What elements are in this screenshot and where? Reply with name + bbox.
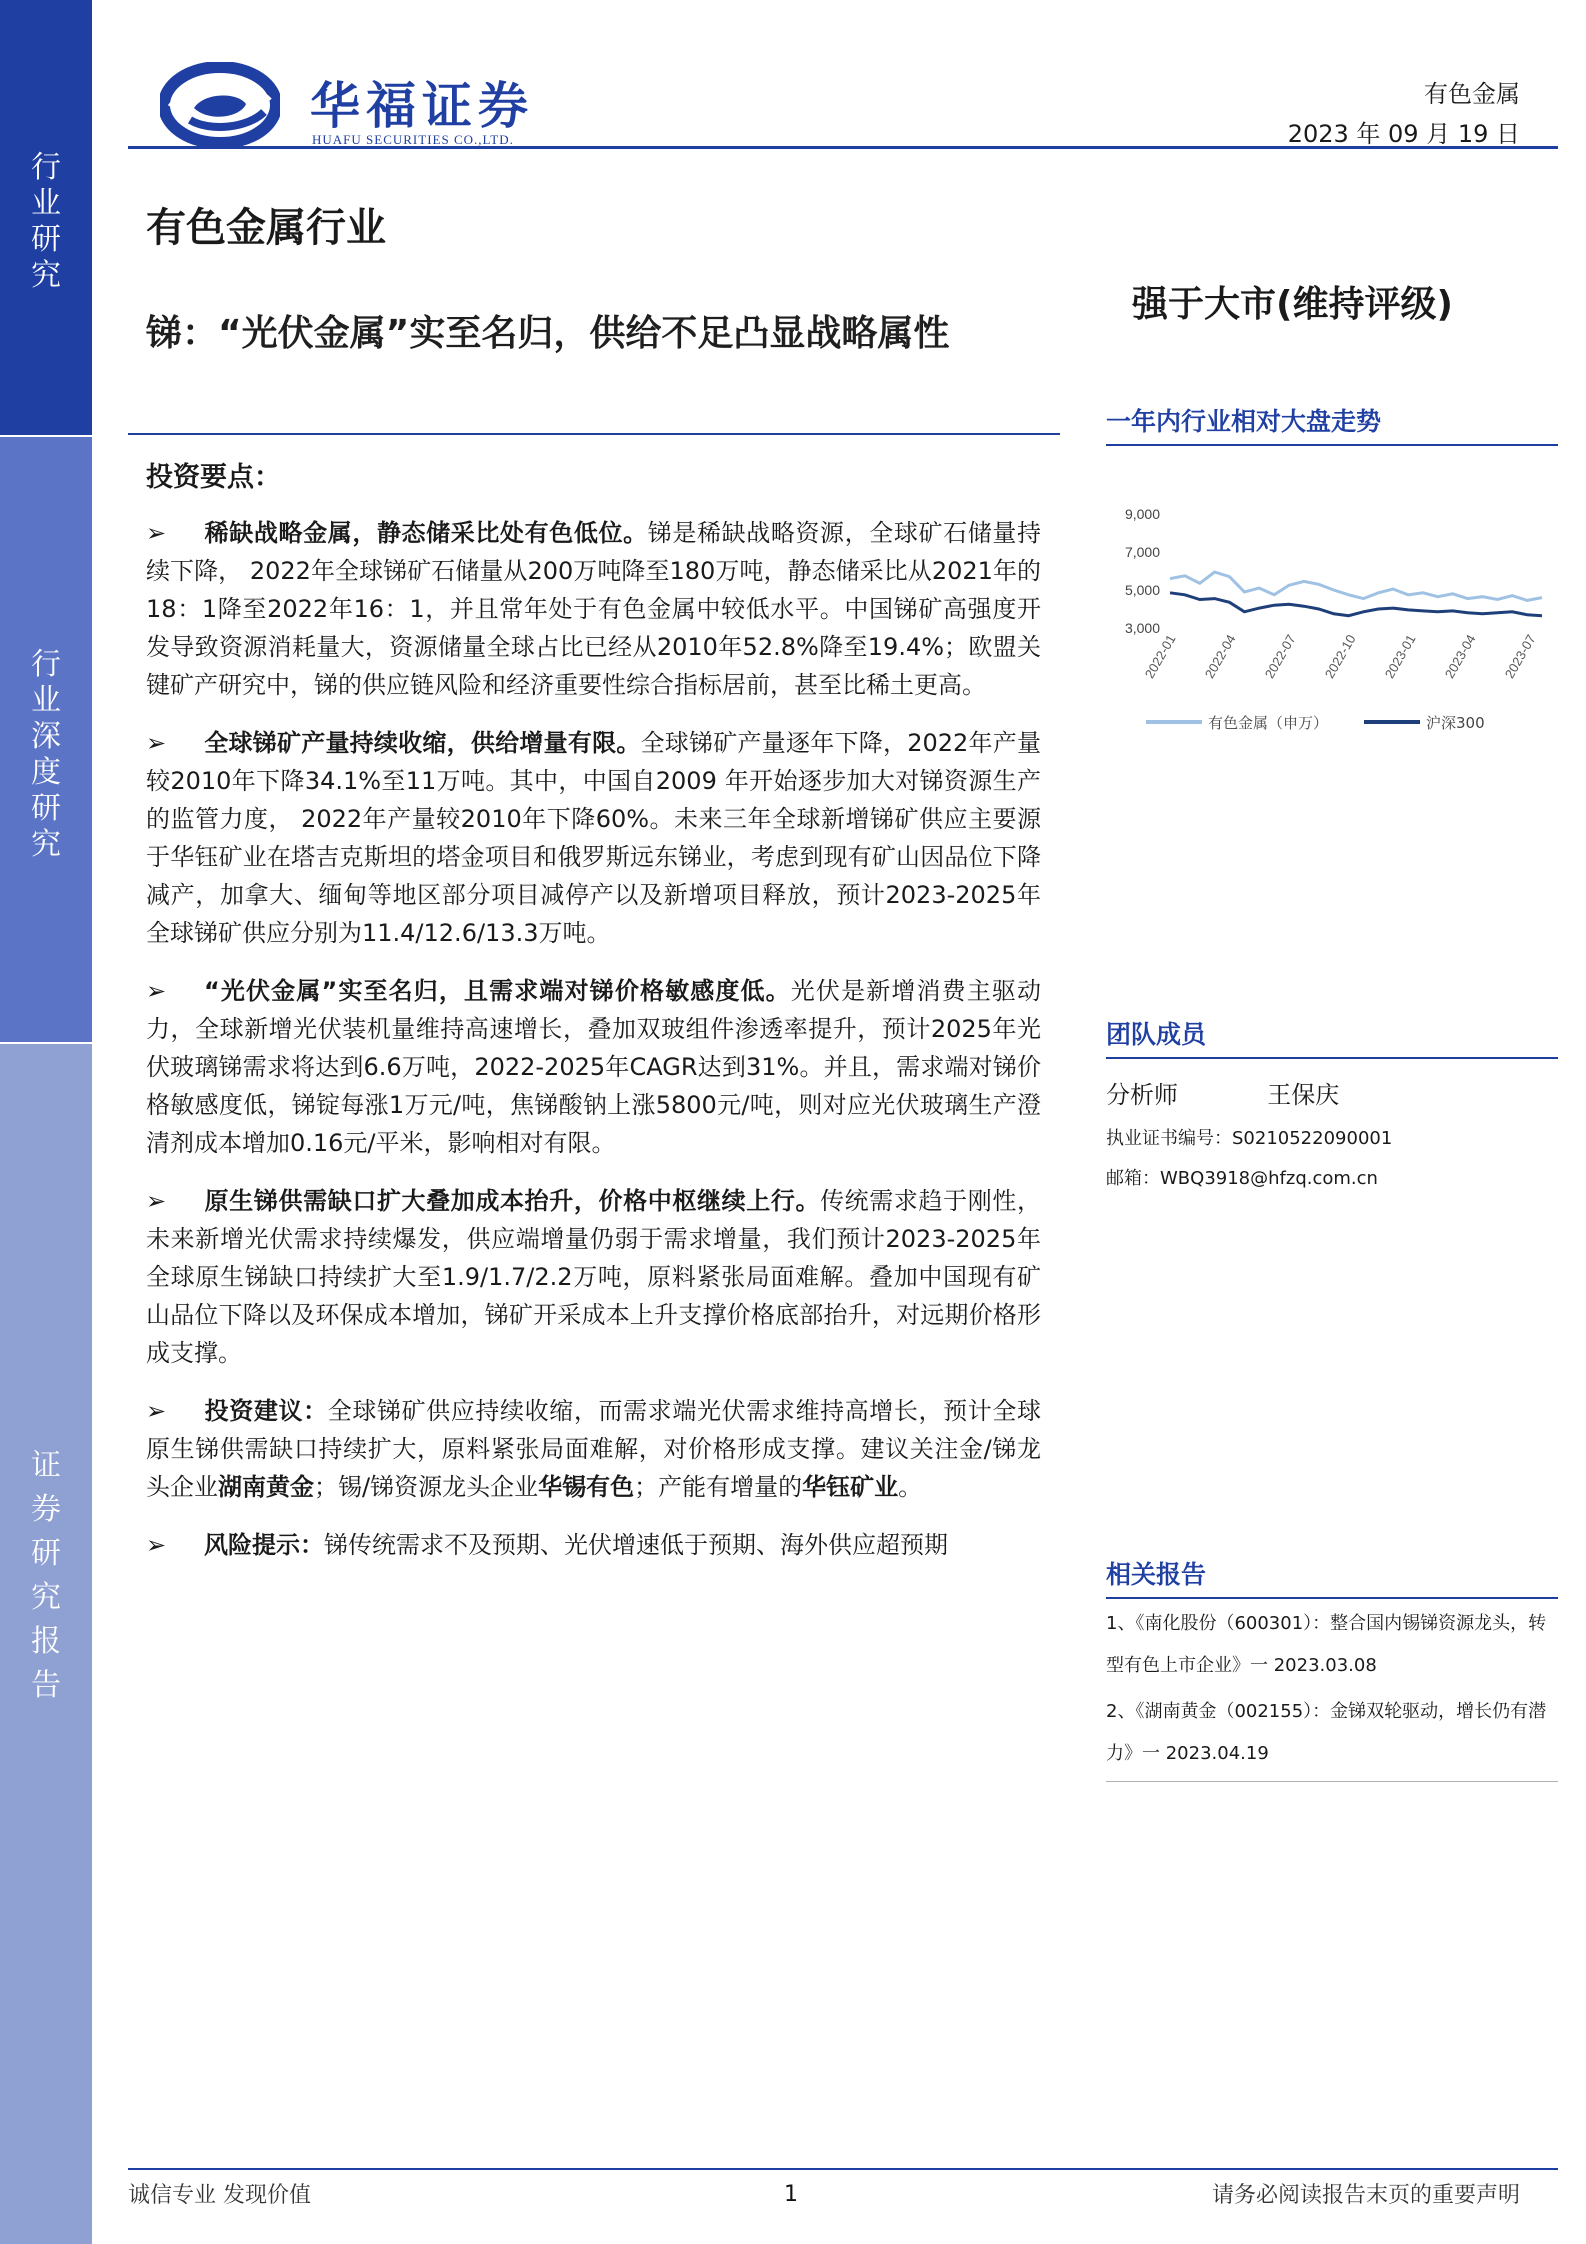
y-tick-label: 9,000 [1124, 506, 1160, 522]
chart-section [1106, 402, 1558, 736]
report-headline: 锑：“光伏金属”实至名归，供给不足凸显战略属性 [146, 313, 950, 354]
risk-warning [146, 1526, 1041, 1564]
header-date: 2023 年 09 月 19 日 [1287, 120, 1520, 148]
footer-slogan: 诚信专业 发现价值 [128, 2183, 311, 2208]
key-point-1 [146, 514, 1041, 704]
logo-mark-icon [160, 62, 280, 148]
sidebar-label-deep-research: 行业深度研究 [31, 647, 61, 862]
series-line-nonferrous [1170, 572, 1542, 600]
sidebar-label-research: 行业研究 [31, 150, 61, 293]
key-point-4-bold: 原生锑供需缺口扩大叠加成本抬升，价格中枢继续上行。 [204, 1187, 821, 1215]
company-logo [160, 58, 580, 158]
bullet-arrow-icon: ➢ [146, 1397, 167, 1425]
related-reports-divider [1106, 1781, 1558, 1782]
bullet-arrow-icon: ➢ [146, 519, 167, 547]
analyst-cert: 执业证书编号：S0210522090001 [1106, 1128, 1393, 1149]
advice-company-2: 华锡有色 [538, 1473, 635, 1501]
chart-svg [1106, 446, 1558, 736]
key-point-4-text: 传统需求趋于刚性，未来新增光伏需求持续爆发，供应端增量仍弱于需求增量，我们预计2023-2025年全球原生锑缺口持续扩大至1.9/1.7/2.2万吨，原料紧张局面难解。叠加中国现有矿山品位下降以及环保成本增加，锑矿开采成本上升支撑价格底部抬升，对远期价格形成支撑。 [146, 1187, 1042, 1367]
bullet-arrow-icon: ➢ [146, 1187, 167, 1215]
logo-name-en: HUAFU SECURITIES CO.,LTD. [312, 132, 514, 147]
footer-disclaimer: 请务必阅读报告末页的重要声明 [1211, 2183, 1520, 2208]
advice-text-4: 。 [898, 1473, 923, 1501]
key-points-section [146, 455, 1041, 1584]
headline-divider [128, 433, 1060, 435]
analyst-row [1106, 1075, 1558, 1110]
x-tick-label: 2022-10 [1321, 632, 1359, 681]
logo-name-cn: 华福证券 [310, 77, 534, 135]
chart-section-title: 一年内行业相对大盘走势 [1106, 402, 1558, 446]
related-report-2[interactable]: 2、《湖南黄金（002155）：金锑双轮驱动，增长仍有潜力》一 2023.04.19 [1106, 1701, 1547, 1764]
advice-text-1: 全球锑矿供应持续收缩，而需求端光伏需求维持高增长，预计全球原生锑供需缺口持续扩大，原料紧张局面难解，对价格形成支撑。建议关注金/锑龙头企业 [146, 1397, 1042, 1501]
analyst-name: 王保庆 [1267, 1081, 1340, 1109]
key-point-2-bold: 全球锑矿产量持续收缩，供给增量有限。 [204, 729, 641, 757]
advice-label: 投资建议： [204, 1397, 328, 1425]
header-industry: 有色金属 [1424, 80, 1520, 108]
x-tick-label: 2022-01 [1141, 632, 1179, 681]
investment-advice [146, 1392, 1041, 1506]
risk-text: 锑传统需求不及预期、光伏增速低于预期、海外供应超预期 [324, 1531, 948, 1559]
y-tick-label: 5,000 [1124, 582, 1160, 598]
header-divider [128, 146, 1558, 149]
analyst-role: 分析师 [1106, 1081, 1178, 1109]
rating: 强于大市(维持评级) [1132, 284, 1453, 325]
key-point-3-bold: “光伏金属”实至名归，且需求端对锑价格敏感度低。 [204, 977, 791, 1005]
bullet-arrow-icon: ➢ [146, 729, 167, 757]
y-tick-label: 3,000 [1124, 620, 1160, 636]
team-section-title: 团队成员 [1106, 1015, 1558, 1059]
related-report-1[interactable]: 1、《南化股份（600301）：整合国内锡锑资源龙头，转型有色上市企业》一 2023.03.08 [1106, 1613, 1547, 1676]
sidebar-segment-research [0, 0, 92, 435]
y-tick-label: 7,000 [1124, 544, 1160, 560]
sidebar-segment-securities-report [0, 1044, 92, 2244]
related-reports-section [1106, 1555, 1558, 1782]
bullet-arrow-icon: ➢ [146, 977, 167, 1005]
sidebar-label-securities-report: 证券研究报告 [31, 1448, 61, 1703]
key-point-2 [146, 724, 1041, 952]
relative-performance-chart [1106, 446, 1558, 736]
sector-title: 有色金属行业 [146, 205, 386, 251]
x-tick-label: 2022-07 [1261, 632, 1299, 681]
footer-divider [128, 2168, 1558, 2170]
key-point-2-text: 全球锑矿产量逐年下降，2022年产量较2010年下降34.1%至11万吨。其中，中国自2009 年开始逐步加大对锑资源生产的监管力度， 2022年产量较2010年下降60%。未来三年全球新增锑矿供应主要源于华钰矿业在塔吉克斯坦的塔金项目和俄罗斯远东锑业，考虑到现有矿山因品位下降减产，加拿大、缅甸等地区部分项目减停产以及新增项目释放，预计2023-2025年全球锑矿供应分别为11.4/12.6/13.3万吨。 [146, 729, 1042, 947]
legend-label: 沪深300 [1426, 714, 1485, 732]
key-point-3 [146, 972, 1041, 1162]
key-point-1-bold: 稀缺战略金属，静态储采比处有色低位。 [204, 519, 648, 547]
analyst-email[interactable]: 邮箱：WBQ3918@hfzq.com.cn [1106, 1168, 1378, 1189]
x-tick-label: 2023-07 [1501, 632, 1539, 681]
team-section [1106, 1015, 1558, 1190]
advice-text-2: ；锡/锑资源龙头企业 [314, 1473, 539, 1501]
x-tick-label: 2023-04 [1441, 632, 1479, 681]
key-point-4 [146, 1182, 1041, 1372]
key-point-3-text: 光伏是新增消费主驱动力，全球新增光伏装机量维持高速增长，叠加双玻组件渗透率提升，预计2025年光伏玻璃锑需求将达到6.6万吨，2022-2025年CAGR达到31%。并且，需求端对锑价格敏感度低，锑锭每涨1万元/吨，焦锑酸钠上涨5800元/吨，则对应光伏玻璃生产澄清剂成本增加0.16元/平米，影响相对有限。 [146, 977, 1042, 1157]
key-points-heading: 投资要点： [146, 462, 281, 493]
key-point-1-text: 锑是稀缺战略资源，全球矿石储量持续下降， 2022年全球锑矿石储量从200万吨降至180万吨，静态储采比从2021年的18：1降至2022年16：1，并且常年处于有色金属中较低水平。中国锑矿高强度开发导致资源消耗量大，资源储量全球占比已经从2010年52.8%降至19.4%；欧盟关键矿产研究中，锑的供应链风险和经济重要性综合指标居前，甚至比稀土更高。 [146, 519, 1041, 699]
risk-label: 风险提示： [204, 1531, 324, 1559]
related-reports-title: 相关报告 [1106, 1555, 1558, 1599]
advice-company-3: 华钰矿业 [802, 1473, 899, 1501]
advice-company-1: 湖南黄金 [218, 1473, 314, 1501]
page-number: 1 [784, 2182, 798, 2207]
left-sidebar [0, 0, 92, 2244]
advice-text-3: ；产能有增量的 [634, 1473, 803, 1501]
bullet-arrow-icon: ➢ [146, 1531, 167, 1559]
sidebar-segment-deep-research [0, 437, 92, 1042]
legend-label: 有色金属（申万） [1208, 714, 1329, 732]
x-tick-label: 2023-01 [1381, 632, 1419, 681]
x-tick-label: 2022-04 [1201, 632, 1239, 681]
